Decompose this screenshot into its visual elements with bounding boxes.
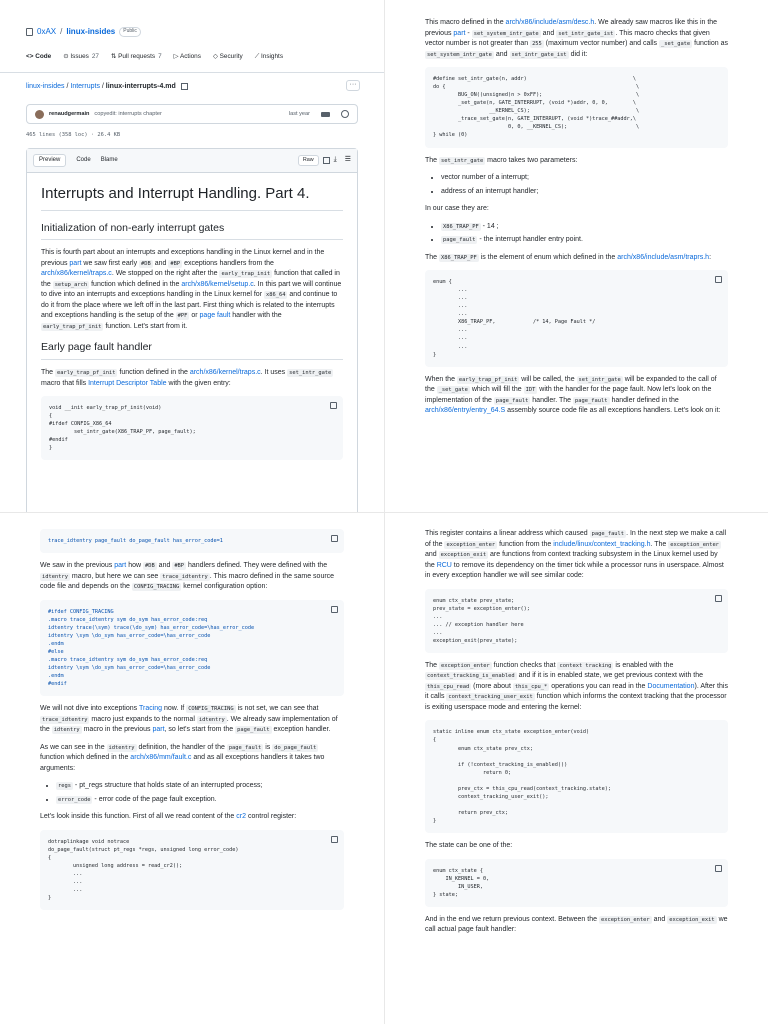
link-traps[interactable]: arch/x86/kernel/traps.c bbox=[41, 270, 112, 278]
inline-code: this_cpu_* bbox=[514, 683, 548, 690]
text-span: and if it is in enabled state, we get previous context with the bbox=[516, 672, 704, 680]
text-span: . In this part we will continue to dive into an interrupts and exceptions handling in the Linux kernel for bbox=[41, 280, 342, 299]
link-part-4[interactable]: part bbox=[152, 726, 165, 734]
graph-icon: ⟋ bbox=[254, 53, 261, 60]
text-span: did it: bbox=[568, 50, 588, 58]
copy-path-icon[interactable] bbox=[181, 83, 188, 90]
copy-icon[interactable] bbox=[715, 865, 722, 872]
inline-code: context_tracking_user_exit bbox=[448, 694, 533, 701]
paragraph-enum bbox=[425, 253, 728, 264]
inline-code: #PF bbox=[177, 313, 188, 320]
code-icon: <> bbox=[26, 53, 36, 60]
issues-icon: ⊙ bbox=[63, 53, 71, 60]
nav-divider bbox=[0, 72, 384, 73]
repo-nav bbox=[26, 52, 283, 62]
inline-code: set_intr_gate_ist bbox=[511, 51, 567, 58]
paragraph-intro bbox=[41, 248, 343, 332]
repo-name-link[interactable]: linux-insides bbox=[66, 27, 116, 36]
text-span: assembly source code file as all exceptions handlers. Let's look on it: bbox=[505, 407, 721, 415]
shield-icon: ◇ bbox=[212, 53, 220, 60]
text-span: how bbox=[126, 562, 143, 570]
param-list bbox=[441, 173, 728, 197]
text-span: function which defined in the bbox=[40, 754, 131, 762]
text-span: is enabled with the bbox=[613, 661, 674, 669]
inline-code: context tracking bbox=[559, 662, 612, 669]
text-span: enum ctx_state { IN_KERNEL = 0, IN_USER, } state; bbox=[433, 867, 490, 898]
link-cr2[interactable]: cr2 bbox=[236, 813, 247, 821]
text-span: . The bbox=[650, 540, 669, 548]
text-span: handler defined in the bbox=[609, 396, 679, 404]
text-span: trace_idtentry page_fault do_page_fault has_error_code=1 bbox=[48, 538, 223, 544]
text-span: which will fill the bbox=[469, 386, 524, 394]
text-span: handlers defined. They were defined with the bbox=[186, 562, 328, 570]
inline-code: error_code bbox=[58, 796, 91, 803]
paragraph-early bbox=[41, 368, 343, 389]
outline-icon[interactable]: ☰ bbox=[344, 156, 351, 164]
inline-code: exception_exit bbox=[440, 552, 487, 558]
text-span: with the given entry: bbox=[166, 379, 231, 387]
text-span: We saw in the previous bbox=[40, 562, 115, 570]
inline-code: set_intr_gate_ist bbox=[558, 30, 614, 37]
text-span: function that called in the bbox=[41, 270, 340, 288]
paragraph-tracing bbox=[40, 704, 344, 736]
code-block-macro bbox=[425, 67, 728, 148]
paragraph-cr2 bbox=[40, 812, 344, 823]
text-span: and bbox=[156, 562, 173, 570]
inline-code: set_intr_gate bbox=[441, 157, 484, 164]
commit-author[interactable]: renaudgermain bbox=[49, 110, 90, 117]
text-span: control register: bbox=[246, 813, 297, 821]
inline-code: idtentry bbox=[53, 727, 80, 734]
copy-icon[interactable] bbox=[715, 276, 722, 283]
preview-button[interactable]: Preview bbox=[33, 154, 66, 167]
text-span: we call actual page fault handler: bbox=[425, 915, 728, 934]
text-span: is not set, we can see that bbox=[235, 705, 319, 713]
link-fault[interactable]: arch/x86/mm/fault.c bbox=[130, 754, 192, 762]
text-span: is the element of enum which defined in the bbox=[478, 253, 618, 261]
inline-code: X86_TRAP_PF bbox=[443, 223, 479, 230]
inline-code: page_fault bbox=[228, 744, 262, 751]
inline-code: early_trap_init bbox=[221, 271, 271, 278]
text-span: will be called, the bbox=[519, 375, 577, 383]
text-span: dotraplinkage void notrace do_page_fault(struct pt_regs *regs, unsigned long error_code) { unsigned long address = read_cr2(); ... ... ... } bbox=[48, 838, 239, 902]
text-span: And in the end we return previous context. Between the bbox=[425, 915, 599, 923]
text-span: and bbox=[651, 915, 668, 923]
text-span: and bbox=[493, 50, 510, 58]
text-span: - bbox=[465, 29, 472, 37]
text-span: and bbox=[425, 551, 439, 558]
tab-insights[interactable] bbox=[255, 52, 283, 62]
inline-code: context_tracking_is_enabled bbox=[427, 673, 515, 680]
code-block-exception-enter bbox=[425, 720, 728, 833]
link-desc[interactable]: arch/x86/include/asm/desc.h bbox=[505, 19, 595, 26]
text-span: macro, but here we can see bbox=[69, 572, 161, 580]
page-title: Interrupts and Interrupt Handling. Part 4. bbox=[41, 183, 343, 211]
page-bottom-right bbox=[384, 512, 768, 1024]
text-span: We will not dive into exceptions bbox=[40, 705, 139, 713]
text-span: definition, the handler of the bbox=[136, 743, 227, 751]
inline-code: idtentry bbox=[42, 573, 68, 580]
link-traprs[interactable]: arch/x86/include/asm/traprs.h bbox=[617, 253, 710, 261]
link-context-tracking[interactable]: include/linux/context_tracking.h bbox=[553, 540, 651, 548]
inline-code: exception_enter bbox=[670, 541, 719, 548]
list-item bbox=[56, 781, 344, 792]
inline-code: idtentry bbox=[198, 716, 225, 723]
code-block-state bbox=[425, 859, 728, 907]
inline-code: set_system_intr_gate bbox=[473, 30, 539, 37]
inline-code: 255 bbox=[532, 41, 542, 47]
paragraph-case: In our case they are: bbox=[425, 205, 489, 212]
inline-code: page_fault bbox=[591, 531, 625, 537]
inline-code: exception_exit bbox=[669, 916, 715, 923]
paragraph-when bbox=[425, 375, 728, 417]
inline-code: page_fault bbox=[237, 727, 270, 734]
repo-separator: / bbox=[60, 27, 63, 36]
text-span: macro that fills bbox=[41, 379, 89, 387]
paragraph-handler bbox=[40, 743, 344, 775]
text-span: . This macro defined in the same source code file and depends on the bbox=[40, 572, 335, 591]
file-toolbar bbox=[27, 149, 357, 173]
list-item bbox=[56, 795, 344, 806]
text-span: The bbox=[425, 253, 440, 261]
text-span: ). After this it calls bbox=[425, 682, 728, 701]
copy-icon[interactable] bbox=[323, 157, 330, 164]
text-span: macro in the previous bbox=[81, 726, 153, 734]
code-block-early bbox=[41, 396, 343, 460]
text-span: and bbox=[540, 29, 557, 37]
inline-code: trace_idtentry bbox=[162, 573, 208, 580]
link-setup[interactable]: arch/x86/kernel/setup.c bbox=[181, 280, 254, 288]
case-list bbox=[441, 222, 728, 246]
text-span: now. If bbox=[162, 705, 187, 713]
inline-code: exception_enter bbox=[600, 916, 650, 923]
code-block-ctx bbox=[425, 589, 728, 653]
text-span: - the interrupt handler entry point. bbox=[477, 236, 583, 243]
file-info: 465 lines (358 loc) · 26.4 KB bbox=[26, 132, 121, 138]
text-span: function defined in the bbox=[117, 369, 190, 376]
tab-pull-requests[interactable] bbox=[111, 52, 162, 62]
copy-icon[interactable] bbox=[715, 595, 722, 602]
avatar[interactable] bbox=[35, 110, 44, 119]
text-span: . It uses bbox=[260, 369, 288, 376]
text-span: Issues bbox=[70, 53, 89, 60]
text-span: macro just expands to the normal bbox=[89, 715, 197, 723]
text-span: The bbox=[41, 369, 56, 376]
inline-code: CONFIG_TRACING bbox=[188, 706, 234, 713]
link-idt[interactable]: Interrupt Descriptor Table bbox=[88, 379, 167, 387]
inline-code: CONFIG_TRACING bbox=[133, 584, 180, 591]
commit-message[interactable]: copyedit: interrupts chapter bbox=[94, 110, 162, 117]
inline-code: IDT bbox=[525, 387, 536, 394]
text-span: (more about bbox=[471, 682, 513, 690]
latest-commit bbox=[26, 104, 358, 124]
commit-time: last year bbox=[288, 110, 310, 117]
text-span: is bbox=[263, 743, 273, 751]
text-span: - 14 ; bbox=[480, 222, 499, 230]
text-span: : bbox=[709, 253, 712, 261]
tab-actions[interactable] bbox=[174, 52, 201, 62]
paragraph-macro bbox=[425, 18, 728, 60]
text-span: (maximum vector number) and calls bbox=[543, 40, 659, 47]
text-span: - pt_regs structure that holds state of an interrupted process; bbox=[72, 782, 263, 790]
text-span: exception handler. bbox=[271, 726, 331, 734]
inline-code: this_cpu_read bbox=[427, 683, 470, 690]
repo-header bbox=[26, 26, 141, 38]
text-span: Code bbox=[35, 53, 52, 60]
inline-code: set_system_intr_gate bbox=[427, 51, 492, 58]
code-block-enum bbox=[425, 270, 728, 367]
code-block-do-page-fault bbox=[40, 830, 344, 911]
tab-issues[interactable] bbox=[63, 52, 99, 62]
inline-code: #DB bbox=[141, 260, 151, 267]
inline-code: _set_gate bbox=[438, 387, 468, 394]
list-item: • vector number of a interrupt; bbox=[441, 173, 728, 184]
actions-icon: ▷ bbox=[173, 53, 180, 60]
text-span: enum ctx_state prev_state; prev_state = exception_enter(); ... ... // exception handler here ... exception_exit(prev_state); bbox=[433, 597, 530, 644]
inline-code: do_page_fault bbox=[274, 744, 317, 751]
paragraph-enter bbox=[425, 661, 728, 714]
text-span: and bbox=[152, 259, 169, 267]
link-entry64[interactable]: arch/x86/entry/entry_64.S bbox=[425, 407, 506, 415]
markdown-body-4 bbox=[385, 513, 768, 936]
breadcrumb-file: linux-interrupts-4.md bbox=[105, 83, 176, 90]
link-documentation[interactable]: Documentation bbox=[647, 682, 695, 690]
markdown-body-2 bbox=[385, 0, 768, 417]
paragraph-return bbox=[425, 915, 728, 936]
text-span: Security bbox=[219, 53, 243, 60]
text-span: This register contains a linear address which caused bbox=[425, 530, 590, 537]
inline-code: x86_64 bbox=[265, 292, 286, 299]
link-tracing[interactable]: Tracing bbox=[138, 705, 163, 713]
text-span: As we can see in the bbox=[40, 743, 107, 751]
text-span: with the handler for the page fault. Now let's look on the implementation of the bbox=[425, 386, 712, 404]
text-span: #ifdef CONFIG_TRACING .macro trace_idtentry sym do_sym has_error_code:req idtentry trace(\sym) trace(\do_sym) has_error_code=\has_error_code idtentry \sym \do_sym has_error_code=\has_error_code .endm #else .macro trace_idtentry sym do_sym has_error_code:req idtentry \sym \do_sym has_error_code=\has_error_code .endm #endif bbox=[48, 608, 255, 688]
link-traps-2[interactable]: arch/x86/kernel/traps.c bbox=[189, 369, 261, 376]
text-span: . In the next step we make a call of the bbox=[425, 530, 727, 548]
blame-button[interactable]: Blame bbox=[100, 157, 118, 163]
copy-icon[interactable] bbox=[331, 606, 338, 613]
inline-code: exception_enter bbox=[446, 541, 496, 548]
heading-init: Initialization of non-early interrupt gates bbox=[41, 221, 343, 241]
copy-icon[interactable] bbox=[331, 535, 338, 542]
code-button[interactable]: Code bbox=[76, 157, 91, 163]
markdown-body bbox=[27, 173, 357, 478]
list-item bbox=[441, 235, 728, 246]
inline-code: page_fault bbox=[575, 397, 608, 404]
pull-request-icon: ⇅ bbox=[110, 53, 119, 60]
inline-code: early_trap_pf_init bbox=[43, 323, 102, 330]
link-page-fault[interactable]: page fault bbox=[199, 312, 231, 320]
inline-code: #DB bbox=[144, 563, 155, 570]
inline-code: page_fault bbox=[495, 397, 529, 404]
history-icon[interactable] bbox=[341, 110, 349, 118]
text-span: function from the bbox=[497, 540, 554, 548]
text-span: The bbox=[425, 661, 440, 669]
inline-code: #BP bbox=[170, 260, 181, 267]
link-part[interactable]: part bbox=[69, 259, 82, 267]
list-item bbox=[441, 222, 728, 233]
repo-icon bbox=[26, 28, 33, 36]
paragraph-idtentry bbox=[40, 561, 344, 593]
breadcrumb-dir[interactable]: Interrupts bbox=[70, 83, 100, 90]
tab-security[interactable] bbox=[213, 52, 243, 62]
list-item: • address of an interrupt handler; bbox=[441, 187, 728, 198]
text-span: Actions bbox=[179, 53, 201, 60]
visibility-badge: Public bbox=[119, 27, 141, 37]
paragraph-state: The state can be one of the: bbox=[425, 842, 513, 850]
download-icon[interactable]: ⤓ bbox=[333, 156, 337, 164]
link-part-3[interactable]: part bbox=[114, 562, 127, 570]
inline-code: early_trap_pf_init bbox=[458, 376, 518, 383]
text-span: function. Let's start from it. bbox=[103, 322, 188, 330]
link-part-2[interactable]: part bbox=[453, 29, 466, 37]
text-span: or bbox=[189, 312, 200, 320]
text-span: . We already saw macros like this in the previous bbox=[425, 19, 718, 37]
page-top-right bbox=[384, 0, 768, 512]
page-top-left bbox=[0, 0, 384, 512]
more-options-button[interactable]: ··· bbox=[346, 80, 360, 91]
text-span: kernel configuration option: bbox=[181, 583, 268, 591]
copy-icon[interactable] bbox=[331, 836, 338, 843]
text-span: and continue to do it from the place where we left off in the last part. First thing which is related to the interrupts and exceptions handling is the setup of the bbox=[41, 291, 338, 320]
args-list bbox=[56, 781, 344, 805]
inline-code: regs bbox=[58, 783, 71, 790]
text-span: The bbox=[425, 156, 440, 164]
link-rcu[interactable]: RCU bbox=[436, 561, 452, 569]
text-span: macro takes two parameters: bbox=[485, 156, 578, 164]
copy-icon[interactable] bbox=[330, 402, 337, 409]
inline-code: trace_idtentry bbox=[42, 716, 88, 723]
text-span: and as all exceptions handlers it takes two arguments: bbox=[40, 754, 325, 772]
text-span: function which defined in the bbox=[89, 280, 182, 288]
text-span: Pull requests bbox=[118, 53, 156, 60]
text-span: - error code of the page fault exception. bbox=[92, 795, 217, 803]
text-span: #define set_intr_gate(n, addr) \ do { \ BUG_ON((unsigned)n > 0xFF); \ _set_gate(n, GATE_INTERRUPT, (void *)addr, 0, 0, \ __KERNEL_CS); \ _trace_set_gate(n, GATE_INTERRUPT, (void *)trace_##addr,\ 0, 0, __KERNEL_CS); \ } while (0) bbox=[433, 76, 640, 139]
text-span: When the bbox=[425, 375, 457, 383]
inline-code: setup_arch bbox=[54, 281, 88, 288]
text-span: . We already saw implementation of the bbox=[40, 715, 338, 734]
text-span: handler. The bbox=[530, 396, 574, 404]
markdown-body-3 bbox=[0, 513, 384, 910]
text-span: are functions from context tracking subsystem in the Linux kernel used by the bbox=[425, 551, 718, 569]
inline-code: idtentry bbox=[108, 744, 135, 751]
code-block-ifdef bbox=[40, 600, 344, 697]
text-span: exceptions handlers from the bbox=[182, 259, 274, 267]
inline-code: page_fault bbox=[443, 237, 476, 243]
text-span: This macro defined in the bbox=[425, 19, 506, 26]
paragraph-register bbox=[425, 529, 728, 582]
inline-code: #BP bbox=[174, 563, 185, 570]
inline-code: X86_TRAP_PF bbox=[441, 254, 477, 261]
text-span: Insights bbox=[260, 53, 284, 60]
text-span: will be expanded to the call of the bbox=[425, 375, 717, 394]
text-span: handler with the bbox=[230, 312, 282, 320]
inline-code: set_intr_gate bbox=[289, 370, 332, 376]
inline-code: set_intr_gate bbox=[578, 376, 621, 383]
tab-code[interactable] bbox=[26, 52, 51, 62]
repo-owner-link[interactable]: 0xAX bbox=[37, 27, 57, 36]
inline-code: early_trap_pf_init bbox=[57, 370, 116, 376]
file-viewer bbox=[26, 148, 358, 512]
breadcrumb-root[interactable]: linux-insides bbox=[26, 83, 65, 90]
text-span: , so let's start from the bbox=[164, 726, 236, 734]
text-span: 7 bbox=[158, 53, 162, 60]
text-span: . We stopped on the right after the bbox=[111, 270, 220, 278]
text-span: void __init early_trap_pf_init(void) { #ifdef CONFIG_X86_64 set_intr_gate(X86_TRAP_PF, page_fault); #endif } bbox=[49, 405, 196, 452]
text-span: operations you can read in the bbox=[549, 682, 648, 690]
heading-early: Early page fault handler bbox=[41, 340, 343, 360]
code-block-trace bbox=[40, 529, 344, 553]
text-span: . This macro checks that given vector number is not greater than bbox=[425, 29, 710, 47]
raw-button[interactable]: Raw bbox=[298, 155, 319, 165]
paragraph-params bbox=[425, 156, 728, 167]
text-span: to remove its dependency on the timer tick while a processor runs in userspace. Almost in every exception handler we will see similar code: bbox=[425, 561, 724, 579]
commit-hash-icon[interactable] bbox=[321, 112, 330, 117]
page-bottom-left bbox=[0, 512, 384, 1024]
breadcrumb: linux-insides / Interrupts / linux-interrupts-4.md bbox=[26, 82, 188, 93]
text-span: enum { ... ... ... ... X86_TRAP_PF, /* 14, Page Fault */ ... ... ... } bbox=[433, 279, 596, 358]
inline-code: _set_gate bbox=[660, 41, 691, 47]
text-span: static inline enum ctx_state exception_enter(void) { enum ctx_state prev_ctx; if (!context_tracking_is_enabled()) return 0; prev_ctx = this_cpu_read(context_tracking.state); context_tracking_user_exit(); return prev_ctx; } bbox=[433, 729, 612, 825]
text-span: Let's look inside this function. First of all we read content of the bbox=[40, 813, 237, 821]
text-span: 27 bbox=[91, 53, 99, 60]
inline-code: exception_enter bbox=[441, 662, 490, 669]
text-span: function checks that bbox=[491, 661, 558, 669]
text-span: function as bbox=[692, 40, 728, 47]
text-span: function which informs the context tracking that the processor is exiting userspace mode and entering the kernel: bbox=[425, 693, 727, 711]
text-span: This is fourth part about an interrupts and exceptions handling in the Linux kernel and in the previous bbox=[41, 249, 325, 267]
text-span: we saw first early bbox=[81, 259, 140, 267]
